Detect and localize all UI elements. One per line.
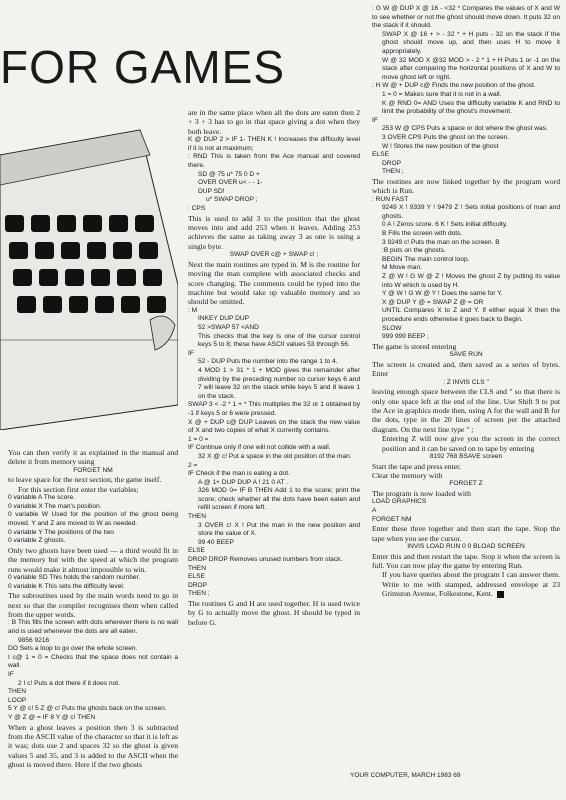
code-line: Y @ W ! G W @ Y ! Does the same for Y. xyxy=(382,290,503,298)
paragraph: Entering Z will now give you the screen in the correct position and it can be saved on to tape by entering xyxy=(382,434,560,453)
key-shape xyxy=(9,242,28,259)
paragraph: Next the main routines are typed in. M is the routine for moving the man complete with associated checks and score changing. The comments could be typed into the machine but would take up valuable memory and so should be omitted. xyxy=(188,259,360,307)
code-line: 4 MOD 1 > 31 * 1 + MOD gives the remainder after dividing by the preceding number so cursor keys 6 and 7 will leave 32 on the stack while keys 5 and 8 leave 1 on the stack. xyxy=(198,366,360,400)
paragraph: For this section first enter the variables; xyxy=(18,484,139,494)
code-line: 0 variable Y The positions of the two xyxy=(8,528,114,536)
code-line: This checks that the key is one of the cursor control keys 5 to 8; these have ASCII values 53 through 56. xyxy=(198,332,360,349)
code-line: 9856 9216 xyxy=(18,636,50,644)
key-shape xyxy=(109,215,128,232)
code-line: : H W @ + DUP c@ Finds the new position of the ghost. xyxy=(372,82,536,90)
code-line: IF xyxy=(188,349,194,357)
code-line: ELSE xyxy=(372,151,389,159)
code-line: B Fills the screen with dots. xyxy=(382,230,463,238)
code-line: 3 9249 c! Puts the man on the screen. B xyxy=(382,238,500,246)
code-line: UNTIL Compares X to Z and Y. If either equal X then the procedure ends otherwise it goes back to Begin. xyxy=(382,307,560,323)
code-line: : Z INVIS CLS " xyxy=(443,378,489,386)
code-line: 1 = 0 = xyxy=(188,435,209,443)
key-shape xyxy=(39,269,58,286)
code-line: 3 OVER c! X ! Put the man in the new position and store the value of X. xyxy=(198,521,360,538)
key-shape xyxy=(139,242,158,259)
column-3 xyxy=(372,5,560,599)
code-line: 5 Y @ c! 5 Z @ c! Puts the ghosts back on the screen. xyxy=(8,705,167,713)
code-line: I c@ 1 = 0 = Checks that the space does not contain a wall. xyxy=(8,653,178,670)
code-line: 2 = xyxy=(188,461,198,469)
code-line: K @ DUP 2 > IF 1- THEN K ! Increases the difficulty level if it is not at maximum; xyxy=(188,136,360,152)
key-shape xyxy=(31,215,50,232)
code-line: LOOP xyxy=(8,696,27,704)
keyboard-illustration xyxy=(0,85,178,430)
code-line: 52 >SWAP 57 <AND xyxy=(198,324,259,331)
paragraph: Start the tape and press enter. xyxy=(372,461,461,471)
key-shape xyxy=(117,269,136,286)
code-line: 0 variable A The score. xyxy=(8,494,75,502)
paragraph: The program is now loaded with xyxy=(372,489,471,499)
code-line: 1 = 0 = Makes sure that it is not in a wall. xyxy=(382,90,502,98)
key-shape xyxy=(113,242,132,259)
key-shape xyxy=(35,242,54,259)
code-line: : M xyxy=(188,306,198,314)
code-line: FORGET Z xyxy=(449,480,483,488)
code-line: IF Check if the man is eating a dot. xyxy=(188,470,290,478)
code-line: : G W @ DUP X @ 16 - <32 * Compares the values of X and W to see whether or not the ghost should move down. It puts 32 on the stack if it should. xyxy=(372,5,560,30)
code-line: IF xyxy=(372,116,378,124)
key-shape xyxy=(17,296,36,313)
code-line: SAVE RUN xyxy=(449,351,483,359)
code-line: : RND This is taken from the Ace manual and covered there. xyxy=(188,153,360,169)
key-shape xyxy=(5,215,24,232)
key-shape xyxy=(95,296,114,313)
code-line: 0 variable Z ghosts. xyxy=(8,537,66,545)
code-line: 0 variable SD This holds the random number. xyxy=(8,574,141,581)
column-2 xyxy=(188,108,360,627)
key-shape xyxy=(57,215,76,232)
code-line: SD @ 75 u* 75 0 D + xyxy=(198,170,260,178)
key-shape xyxy=(91,269,110,286)
code-line: X @ + DUP c@ DUP Leaves on the stack the new value of X and two copies of what X currently contains. xyxy=(188,418,360,435)
paragraph: The subroutines used by the main words need to go in next so that the compiler recognises them when called from the upper words. xyxy=(8,591,178,619)
code-line: u* SWAP DROP ; xyxy=(206,196,258,204)
code-line: 0 A ! Zeros score. 6 K ! Sets initial difficulty. xyxy=(382,221,508,229)
code-line: DROP DROP Removes unused numbers from stack. xyxy=(188,556,343,564)
code-line: 0 variable W Used for the position of the ghost being moved. Y and Z are moved to W as needed. xyxy=(8,511,178,527)
code-line: SLOW xyxy=(382,324,402,332)
closing-text: If you have queries about the program I can answer them. Write to me with stamped, addressed envelope at 23 Grimston Avenue, Folkestone, Kent. xyxy=(382,570,560,599)
paragraph: The routines are now linked together by the program word which is Run. xyxy=(372,176,560,196)
code-line: INVIS LOAD RUN 0 0 BLOAD SCREEN xyxy=(407,543,525,551)
code-line: X @ DUP Y @ = SWAP Z @ = OR xyxy=(382,298,484,306)
code-line: FORGET NM xyxy=(73,466,113,474)
code-line: INKEY DUP DUP xyxy=(198,315,250,323)
code-line: 253 W @ CPS Puts a space or dot where the ghost was. xyxy=(382,125,548,133)
code-line: 32 X @ c! Put a space in the old position of the man. xyxy=(198,452,352,460)
code-line: :B puts on the ghosts. xyxy=(382,247,446,255)
code-line: LOAD GRAPHICS xyxy=(372,498,427,506)
code-line: BEGIN The main control loop. xyxy=(382,255,470,263)
code-line: IF Continue only if one will not collide with a wall. xyxy=(188,444,331,452)
code-line: : CPS xyxy=(188,204,206,212)
code-line: DO Sets a loop to go over the whole screen. xyxy=(8,645,138,653)
key-shape xyxy=(13,269,32,286)
end-mark-icon xyxy=(497,591,504,598)
paragraph: Enter this and then restart the tape. Stop it when the screen is full. You can now play the game by entering Run. xyxy=(372,551,560,571)
code-line: 0 variable X The man's position. xyxy=(8,502,102,510)
code-line: IF xyxy=(8,670,14,678)
code-line: THEN ; xyxy=(382,168,404,176)
key-shape xyxy=(121,296,140,313)
code-line: 0 variable K This sets the difficulty level. xyxy=(8,582,125,590)
paragraph: This is used to add 3 to the position that the ghost moves into and add 253 when it leaves. Adding 253 achieves the same as taking away 3 as one is using a single byte. xyxy=(188,213,360,251)
code-line: A xyxy=(372,507,377,515)
code-line: M Move man. xyxy=(382,264,422,272)
code-line: 52 - DUP Puts the number into the range 1 to 4. xyxy=(198,358,338,366)
code-line: Y @ Z @ = IF 8 Y @ c! THEN xyxy=(8,713,96,721)
key-shape xyxy=(65,269,84,286)
page-title: FOR GAMES xyxy=(0,41,286,93)
paragraph: leaving enough space between the CLS and " so that there is only one space left at the end of the line. Use Shift 9 to put the Ace in graphics mode then, using A for the wall and B for the dots, type in the 20 lines of screen per the attached diagram. On the next line type " ; xyxy=(372,387,560,434)
key-shape xyxy=(143,269,162,286)
code-line: FORGET NM xyxy=(372,515,412,523)
code-line: DUP SD! xyxy=(198,187,225,195)
code-line: 326 MOD 0= IF B THEN Add 1 to the score; print the score; check whether all the dots have been eaten and refill screen if more left. xyxy=(198,487,360,512)
key-shape xyxy=(147,296,166,313)
code-line: SWAP X @ 16 + > - 32 * + H puts - 32 on the stack if the ghost should move up, and then uses H to move it appropriately. xyxy=(382,30,560,55)
code-line: THEN xyxy=(188,513,206,521)
code-line: 9249 X ! 9339 Y ! 9479 Z ! Sets initial positions of man and ghosts. xyxy=(382,204,560,220)
paragraph: The game is stored entering xyxy=(372,341,457,351)
code-line: 999 999 BEEP ; xyxy=(382,333,429,341)
code-line: SWAP 3 < -2 * 1 + * This multiplies the 32 or 1 obtained by -1 if keys 5 or 6 were pressed. xyxy=(188,401,360,417)
code-line: Z @ W ! G W @ Z ! Moves the ghost Z by putting its value into W which is used by H. xyxy=(382,273,560,289)
paragraph: are in the same place when all the dots are eaten then 2 + 3 + 3 has to go in that space giving a dot when they both leave. xyxy=(188,108,360,136)
code-line: SWAP OVER c@ + SWAP c! ; xyxy=(229,251,319,259)
code-line: W ! Stores the new position of the ghost xyxy=(382,142,499,150)
code-line: : RUN FAST xyxy=(372,195,409,203)
page-footer: YOUR COMPUTER, MARCH 1983 69 xyxy=(350,772,461,779)
code-line: 8192 768 BSAVE screen xyxy=(429,453,503,461)
code-line: ELSE xyxy=(188,573,205,581)
key-shape xyxy=(87,242,106,259)
paragraph: to leave space for the next section, the game itself. xyxy=(8,475,162,485)
paragraph: Enter these three together and then start the tape. Stop the tape when you see the cursor. xyxy=(372,524,560,543)
paragraph: You can then verify it as explained in the manual and delete it from memory using xyxy=(8,448,178,467)
code-line: A @ 1+ DUP DUP A ! 21 0 AT . xyxy=(198,478,288,486)
key-shape xyxy=(61,242,80,259)
paragraph: Only two ghosts have been used — a third would fit in the memory but with the speed at which the program runs would make it almost impossible to win. xyxy=(8,545,178,574)
paragraph: The screen is created and, then saved as a series of bytes. Enter xyxy=(372,359,560,379)
code-line: W @ 32 MOD X @32 MOD > - 2 * 1 + H Puts 1 or -1 on the stack after comparing the horizontal positions of X and W to move ghost left or right. xyxy=(382,56,560,81)
code-line: THEN xyxy=(8,688,26,696)
column-1 xyxy=(8,448,178,770)
paragraph xyxy=(372,570,560,598)
code-line: THEN ; xyxy=(188,590,210,598)
paragraph: When a ghost leaves a position then 3 is subtracted from the ASCII value of the character so that it is left as it was; dots use 2 and spaces 32 so the ghost is given values 5 and 35, and 3 is added to the ASCII when the ghost is moved there. Here if the two ghosts xyxy=(8,722,178,770)
key-shape xyxy=(69,296,88,313)
code-line: 3 OVER CPS Puts the ghost on the screen. xyxy=(382,133,510,141)
code-line: THEN xyxy=(188,564,206,572)
paragraph: The routines G and H are used together. H is used twice by G to actually move the ghost. H should be typed in before G. xyxy=(188,599,360,627)
code-line: ELSE xyxy=(188,547,205,555)
key-shape xyxy=(83,215,102,232)
key-shape xyxy=(135,215,154,232)
code-line: : B This fills the screen with dots wherever there is no wall and is used whenever the dots are all eaten. xyxy=(8,619,178,635)
code-line: 2 I c! Puts a dot there if it does not. xyxy=(18,679,120,687)
code-line: K @ RND 0= AND Uses the difficulty variable K and RND to limit the probability of the ghost's movement. xyxy=(382,99,560,116)
code-line: DROP xyxy=(382,159,402,167)
paragraph: Clear the memory with xyxy=(372,471,443,481)
code-line: DROP xyxy=(188,581,208,589)
code-line: 99 40 BEEP xyxy=(198,538,234,546)
key-shape xyxy=(43,296,62,313)
code-line: OVER OVER u< - - 1- xyxy=(198,179,263,187)
